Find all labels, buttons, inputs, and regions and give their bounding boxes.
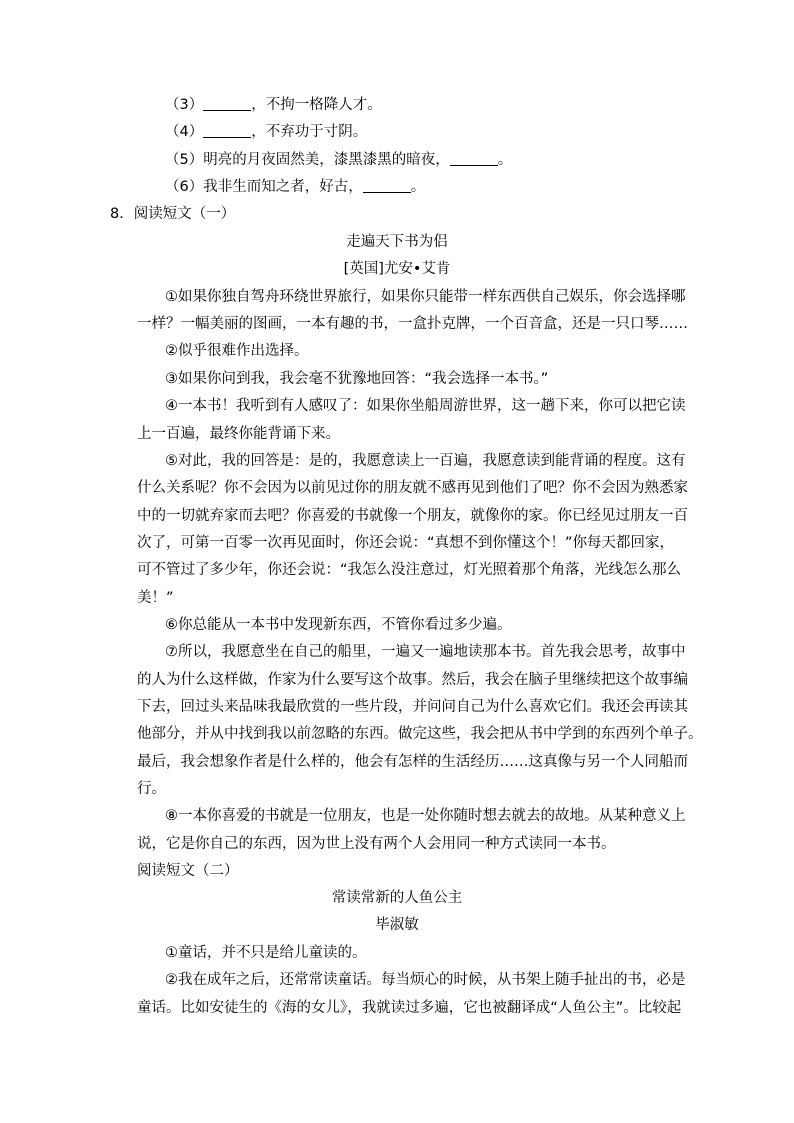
- item-text: 我非生而知之者，好古，: [203, 179, 363, 195]
- item-number: （3）: [165, 97, 204, 113]
- fill-item-3: [165, 95, 382, 115]
- passage-author: [英国]尤安•艾肯: [343, 261, 451, 277]
- item-text: ，不弃功于寸阴。: [251, 124, 368, 140]
- paragraph-line: ⑧一本你喜爱的书就是一位朋友，也是一处你随时想去就去的故地。从某种意义上: [165, 808, 686, 824]
- paragraph-line: ⑥你总能从一本书中发现新东西，不管你看过多少遍。: [165, 617, 512, 633]
- paragraph-line: ①童话，并不只是给儿童读的。: [165, 945, 367, 961]
- item-text: 明亮的月夜固然美，漆黑漆黑的暗夜，: [203, 152, 450, 168]
- paragraph-line: 童话。比如安徒生的《海的女儿》，我就读过多遍，它也被翻译成“人鱼公主”。比较起: [137, 1000, 682, 1016]
- item-text: 。: [497, 152, 513, 168]
- paragraph-line: ①如果你独自驾舟环绕世界旅行，如果你只能带一样东西供自己娱乐，你会选择哪: [165, 289, 686, 305]
- answer-blank[interactable]: [450, 151, 498, 166]
- item-number: （6）: [165, 179, 204, 195]
- paragraph-line: 美！”: [137, 590, 174, 606]
- section-heading: 阅读短文（二）: [137, 863, 239, 879]
- question-number: 8．: [110, 206, 134, 222]
- item-number: （5）: [165, 152, 204, 168]
- question-heading: [110, 204, 235, 224]
- question-title: 阅读短文（一）: [133, 206, 236, 222]
- paragraph-line: 他部分，并从中找到我以前忽略的东西。做完这些，我会把从书中学到的东西列个单子。: [137, 726, 703, 742]
- answer-blank[interactable]: [203, 96, 251, 111]
- passage-title: 常读常新的人鱼公主: [331, 890, 463, 906]
- passage-author: 毕淑敏: [375, 917, 419, 933]
- paragraph-line: 次了，可第一百零一次再见面时，你还会说：“真想不到你懂这个！”你每天都回家，: [137, 535, 675, 551]
- passage-title: 走遍天下书为侣: [346, 234, 448, 250]
- paragraph-line: ②我在成年之后，还常常读童话。每当烦心的时候，从书架上随手扯出的书，必是: [165, 972, 686, 988]
- paragraph-line: 上一百遍，最终你能背诵下来。: [137, 426, 340, 442]
- answer-blank[interactable]: [203, 123, 251, 138]
- paragraph-line: 的人为什么这样做，作家为什么要写这个故事。然后，我会在脑子里继续把这个故事编: [137, 672, 688, 688]
- answer-blank[interactable]: [363, 178, 411, 193]
- paragraph-line: 说，它是你自己的东西，因为世上没有两个人会用同一种方式读同一本书。: [137, 836, 616, 852]
- paragraph-line: 最后，我会想象作者是什么样的，他会有怎样的生活经历……这真像与另一个人同船而: [137, 754, 688, 770]
- paragraph-line: ②似乎很难作出选择。: [165, 343, 309, 359]
- paragraph-line: 中的一切就弃家而去吧？你喜爱的书就像一个朋友，就像你的家。你已经见过朋友一百: [137, 508, 688, 524]
- paragraph-line: 行。: [137, 781, 166, 797]
- paragraph-line: ④一本书！我听到有人感叹了：如果你坐船周游世界，这一趟下来，你可以把它读: [165, 398, 686, 414]
- paragraph-line: 什么关系呢？你不会因为以前见过你的朋友就不感再见到他们了吧？你不会因为熟悉家: [137, 480, 688, 496]
- fill-item-4: [165, 122, 367, 142]
- paragraph-line: ⑦所以，我愿意坐在自己的船里，一遍又一遍地读那本书。首先我会思考，故事中: [165, 644, 686, 660]
- paragraph-line: ③如果你问到我，我会毫不犹豫地回答：“我会选择一本书。”: [165, 371, 549, 387]
- paragraph-line: 可不管过了多少年，你还会说：“我怎么没注意过，灯光照着那个角落，光线怎么那么: [137, 562, 682, 578]
- fill-item-6: [165, 177, 425, 197]
- paragraph-line: 一样？一幅美丽的图画，一本有趣的书，一盒扑克牌，一个百音盒，还是一只口琴……: [137, 316, 688, 332]
- item-number: （4）: [165, 124, 204, 140]
- paragraph-line: ⑤对此，我的回答是：是的，我愿意读上一百遍，我愿意读到能背诵的程度。这有: [165, 453, 686, 469]
- paragraph-line: 下去，回过头来品味我最欣赏的一些片段，并问问自己为什么喜欢它们。我还会再读其: [137, 699, 688, 715]
- item-text: ，不拘一格降人才。: [251, 97, 382, 113]
- item-text: 。: [410, 179, 426, 195]
- fill-item-5: [165, 150, 512, 170]
